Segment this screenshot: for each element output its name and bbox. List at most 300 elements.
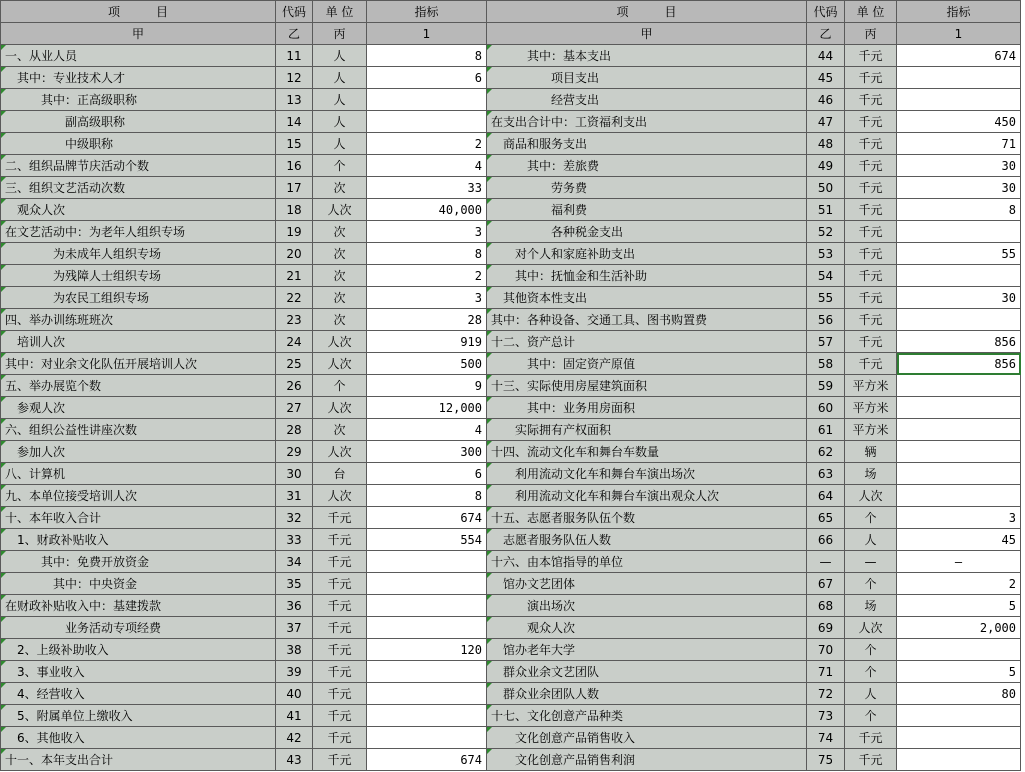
row-value-cell[interactable]: 5 xyxy=(897,595,1021,617)
row-code: 50 xyxy=(807,177,845,199)
row-unit: 人 xyxy=(845,683,897,705)
row-code: 19 xyxy=(276,221,313,243)
header-row xyxy=(1,1,1021,23)
row-item-label: 在文艺活动中：为老年人组织专场 xyxy=(1,221,276,243)
row-unit: 次 xyxy=(313,287,367,309)
row-value-cell[interactable] xyxy=(897,441,1021,463)
row-value-cell[interactable]: 554 xyxy=(367,529,487,551)
row-value-cell[interactable]: 8 xyxy=(897,199,1021,221)
row-item-label: 五、举办展览个数 xyxy=(1,375,276,397)
row-code: 40 xyxy=(276,683,313,705)
row-item-label: 十四、流动文化车和舞台车数量 xyxy=(487,441,807,463)
table-row xyxy=(1,705,1021,727)
row-item-label: 参观人次 xyxy=(1,397,276,419)
row-code: 35 xyxy=(276,573,313,595)
row-unit: 千元 xyxy=(313,683,367,705)
row-value-cell[interactable]: 80 xyxy=(897,683,1021,705)
row-code: 53 xyxy=(807,243,845,265)
row-item-label: 一、从业人员 xyxy=(1,45,276,67)
row-code: 58 xyxy=(807,353,845,375)
row-item-label: 其中：免费开放资金 xyxy=(1,551,276,573)
table-row xyxy=(1,375,1021,397)
row-item-label: 利用流动文化车和舞台车演出观众人次 xyxy=(487,485,807,507)
header-code: 代码 xyxy=(807,1,845,23)
table-row xyxy=(1,683,1021,705)
row-unit: 人次 xyxy=(313,441,367,463)
row-code: 36 xyxy=(276,595,313,617)
row-value-cell[interactable]: 6 xyxy=(367,67,487,89)
row-code: 69 xyxy=(807,617,845,639)
row-item-label: 为残障人士组织专场 xyxy=(1,265,276,287)
row-unit: 辆 xyxy=(845,441,897,463)
row-item-label: 观众人次 xyxy=(487,617,807,639)
table-row xyxy=(1,397,1021,419)
row-value-cell[interactable] xyxy=(367,111,487,133)
row-code: 28 xyxy=(276,419,313,441)
table-row xyxy=(1,573,1021,595)
row-unit: 平方米 xyxy=(845,375,897,397)
row-code: 57 xyxy=(807,331,845,353)
row-value-cell[interactable]: 2 xyxy=(367,265,487,287)
row-unit: 次 xyxy=(313,309,367,331)
row-code: 75 xyxy=(807,749,845,771)
row-value-cell[interactable]: 5 xyxy=(897,661,1021,683)
row-item-label: 1、财政补贴收入 xyxy=(1,529,276,551)
row-code: 21 xyxy=(276,265,313,287)
header-unit-marker: 丙 xyxy=(845,23,897,45)
row-value-cell[interactable]: 33 xyxy=(367,177,487,199)
table-row xyxy=(1,617,1021,639)
row-item-label: 项目支出 xyxy=(487,67,807,89)
row-item-label: 3、事业收入 xyxy=(1,661,276,683)
row-code: 66 xyxy=(807,529,845,551)
row-unit: 千元 xyxy=(313,749,367,771)
row-value-cell[interactable] xyxy=(897,309,1021,331)
row-unit: 千元 xyxy=(845,45,897,67)
header-value: 指标 xyxy=(897,1,1021,23)
table-row xyxy=(1,199,1021,221)
table-row xyxy=(1,529,1021,551)
row-code: 31 xyxy=(276,485,313,507)
row-code: 34 xyxy=(276,551,313,573)
row-value-cell[interactable] xyxy=(897,727,1021,749)
row-item-label: 十三、实际使用房屋建筑面积 xyxy=(487,375,807,397)
row-value-cell[interactable]: 919 xyxy=(367,331,487,353)
row-unit: 千元 xyxy=(845,199,897,221)
row-code: 45 xyxy=(807,67,845,89)
table-row xyxy=(1,243,1021,265)
row-item-label: 参加人次 xyxy=(1,441,276,463)
row-value-cell[interactable]: 674 xyxy=(367,749,487,771)
row-item-label: 十一、本年支出合计 xyxy=(1,749,276,771)
row-value-cell[interactable]: 3 xyxy=(897,507,1021,529)
row-value-cell[interactable]: 2 xyxy=(367,133,487,155)
row-value-cell[interactable] xyxy=(367,551,487,573)
row-item-label: 二、组织品牌节庆活动个数 xyxy=(1,155,276,177)
row-code: 22 xyxy=(276,287,313,309)
row-value-cell[interactable] xyxy=(897,67,1021,89)
row-unit: 人次 xyxy=(313,353,367,375)
row-item-label: 其中：业务用房面积 xyxy=(487,397,807,419)
row-code: 74 xyxy=(807,727,845,749)
row-code: 14 xyxy=(276,111,313,133)
row-code: 42 xyxy=(276,727,313,749)
row-item-label: 观众人次 xyxy=(1,199,276,221)
header-item-marker: 甲 xyxy=(487,23,807,45)
row-code: 30 xyxy=(276,463,313,485)
row-item-label: 对个人和家庭补助支出 xyxy=(487,243,807,265)
row-code: 70 xyxy=(807,639,845,661)
row-item-label: 其中：差旅费 xyxy=(487,155,807,177)
header-unit: 单 位 xyxy=(845,1,897,23)
table-row xyxy=(1,485,1021,507)
row-item-label: 六、组织公益性讲座次数 xyxy=(1,419,276,441)
row-unit: 人次 xyxy=(313,199,367,221)
row-code: 24 xyxy=(276,331,313,353)
table-row xyxy=(1,287,1021,309)
row-value-cell[interactable]: 9 xyxy=(367,375,487,397)
table-row xyxy=(1,463,1021,485)
row-item-label: 2、上级补助收入 xyxy=(1,639,276,661)
row-unit: 人 xyxy=(313,45,367,67)
header-unit-marker: 丙 xyxy=(313,23,367,45)
row-value-cell[interactable]: 30 xyxy=(897,155,1021,177)
row-code: 47 xyxy=(807,111,845,133)
table-row xyxy=(1,177,1021,199)
row-value-cell[interactable]: 120 xyxy=(367,639,487,661)
row-unit: 千元 xyxy=(313,727,367,749)
row-value-cell[interactable] xyxy=(367,661,487,683)
row-unit: 个 xyxy=(313,155,367,177)
row-code: 72 xyxy=(807,683,845,705)
table-row xyxy=(1,111,1021,133)
row-unit: 个 xyxy=(845,705,897,727)
row-value-cell[interactable] xyxy=(367,727,487,749)
row-value-cell[interactable]: 674 xyxy=(367,507,487,529)
row-unit: 次 xyxy=(313,419,367,441)
row-code: 12 xyxy=(276,67,313,89)
row-value-cell[interactable] xyxy=(897,265,1021,287)
row-unit: 千元 xyxy=(845,221,897,243)
row-unit: 个 xyxy=(845,639,897,661)
row-code: 68 xyxy=(807,595,845,617)
row-value-cell[interactable]: 4 xyxy=(367,155,487,177)
row-unit: 千元 xyxy=(845,133,897,155)
table-row xyxy=(1,727,1021,749)
row-item-label: 十五、志愿者服务队伍个数 xyxy=(487,507,807,529)
row-value-cell[interactable] xyxy=(897,463,1021,485)
row-unit: — xyxy=(845,551,897,573)
row-unit: 千元 xyxy=(845,265,897,287)
table-row xyxy=(1,595,1021,617)
row-code: 33 xyxy=(276,529,313,551)
row-value-cell[interactable]: 500 xyxy=(367,353,487,375)
row-value-cell[interactable]: 3 xyxy=(367,287,487,309)
row-unit: 千元 xyxy=(313,705,367,727)
table-row xyxy=(1,89,1021,111)
row-code: 48 xyxy=(807,133,845,155)
row-code: 39 xyxy=(276,661,313,683)
table-row xyxy=(1,67,1021,89)
row-code: 32 xyxy=(276,507,313,529)
row-unit: 千元 xyxy=(845,177,897,199)
row-unit: 次 xyxy=(313,265,367,287)
row-unit: 千元 xyxy=(845,243,897,265)
row-value-cell[interactable]: 450 xyxy=(897,111,1021,133)
row-value-cell[interactable] xyxy=(367,705,487,727)
row-item-label: 其中：中央资金 xyxy=(1,573,276,595)
header-item-marker: 甲 xyxy=(1,23,276,45)
row-item-label: 九、本单位接受培训人次 xyxy=(1,485,276,507)
row-unit: 人次 xyxy=(313,331,367,353)
row-code: 15 xyxy=(276,133,313,155)
row-unit: 千元 xyxy=(313,639,367,661)
row-item-label: 文化创意产品销售利润 xyxy=(487,749,807,771)
row-value-cell[interactable]: 2,000 xyxy=(897,617,1021,639)
table-row xyxy=(1,639,1021,661)
row-item-label: 为农民工组织专场 xyxy=(1,287,276,309)
row-code: 20 xyxy=(276,243,313,265)
row-value-cell[interactable]: 4 xyxy=(367,419,487,441)
row-value-cell[interactable]: 71 xyxy=(897,133,1021,155)
row-unit: 场 xyxy=(845,463,897,485)
row-unit: 千元 xyxy=(313,595,367,617)
row-unit: 平方米 xyxy=(845,419,897,441)
row-unit: 千元 xyxy=(313,551,367,573)
row-item-label: 其中：固定资产原值 xyxy=(487,353,807,375)
row-unit: 平方米 xyxy=(845,397,897,419)
table-row xyxy=(1,309,1021,331)
row-item-label: 福利费 xyxy=(487,199,807,221)
row-unit: 千元 xyxy=(313,507,367,529)
row-value-cell[interactable]: 8 xyxy=(367,45,487,67)
row-code: 38 xyxy=(276,639,313,661)
row-code: 56 xyxy=(807,309,845,331)
row-value-cell[interactable] xyxy=(897,89,1021,111)
row-item-label: 业务活动专项经费 xyxy=(1,617,276,639)
row-code: 71 xyxy=(807,661,845,683)
row-value-cell[interactable]: 8 xyxy=(367,485,487,507)
row-value-cell[interactable] xyxy=(897,705,1021,727)
row-item-label: 6、其他收入 xyxy=(1,727,276,749)
row-value-cell[interactable]: 45 xyxy=(897,529,1021,551)
table-row xyxy=(1,45,1021,67)
row-code: 37 xyxy=(276,617,313,639)
row-value-cell[interactable] xyxy=(367,617,487,639)
row-code: 60 xyxy=(807,397,845,419)
row-code: 26 xyxy=(276,375,313,397)
row-item-label: 其中：对业余文化队伍开展培训人次 xyxy=(1,353,276,375)
row-unit: 千元 xyxy=(845,309,897,331)
row-value-cell[interactable] xyxy=(897,485,1021,507)
row-unit: 千元 xyxy=(845,287,897,309)
row-code: 55 xyxy=(807,287,845,309)
header-value: 指标 xyxy=(367,1,487,23)
table-row xyxy=(1,749,1021,771)
row-value-cell[interactable]: 40,000 xyxy=(367,199,487,221)
row-item-label: 培训人次 xyxy=(1,331,276,353)
row-unit: 人次 xyxy=(845,617,897,639)
row-unit: 千元 xyxy=(845,749,897,771)
row-code: 52 xyxy=(807,221,845,243)
row-unit: 个 xyxy=(845,661,897,683)
row-code: 67 xyxy=(807,573,845,595)
table-row xyxy=(1,221,1021,243)
row-value-cell[interactable]: 3 xyxy=(367,221,487,243)
header-code-marker: 乙 xyxy=(276,23,313,45)
header-code: 代码 xyxy=(276,1,313,23)
row-unit: 千元 xyxy=(845,67,897,89)
row-unit: 人 xyxy=(845,529,897,551)
table-row xyxy=(1,133,1021,155)
row-item-label: 志愿者服务队伍人数 xyxy=(487,529,807,551)
row-code: 51 xyxy=(807,199,845,221)
row-unit: 人 xyxy=(313,111,367,133)
row-code: 29 xyxy=(276,441,313,463)
row-item-label: 商品和服务支出 xyxy=(487,133,807,155)
header-value-marker: 1 xyxy=(897,23,1021,45)
row-unit: 个 xyxy=(845,573,897,595)
row-value-cell[interactable]: 856 xyxy=(897,353,1021,375)
row-code: 44 xyxy=(807,45,845,67)
row-unit: 千元 xyxy=(845,111,897,133)
row-code: 16 xyxy=(276,155,313,177)
row-unit: 千元 xyxy=(313,661,367,683)
row-value-cell[interactable] xyxy=(897,419,1021,441)
row-value-cell[interactable]: 674 xyxy=(897,45,1021,67)
row-unit: 个 xyxy=(313,375,367,397)
row-item-label: 群众业余文艺团队 xyxy=(487,661,807,683)
row-item-label: 5、附属单位上缴收入 xyxy=(1,705,276,727)
table-row xyxy=(1,441,1021,463)
row-item-label: 在支出合计中：工资福利支出 xyxy=(487,111,807,133)
row-item-label: 其中：专业技术人才 xyxy=(1,67,276,89)
row-value-cell[interactable] xyxy=(897,639,1021,661)
row-code: 41 xyxy=(276,705,313,727)
row-value-cell[interactable]: 2 xyxy=(897,573,1021,595)
row-unit: 千元 xyxy=(313,617,367,639)
row-item-label: 经营支出 xyxy=(487,89,807,111)
row-item-label: 利用流动文化车和舞台车演出场次 xyxy=(487,463,807,485)
row-item-label: 各种税金支出 xyxy=(487,221,807,243)
row-value-cell[interactable] xyxy=(367,573,487,595)
row-code: 59 xyxy=(807,375,845,397)
row-code: 27 xyxy=(276,397,313,419)
row-unit: 人次 xyxy=(845,485,897,507)
row-code: 25 xyxy=(276,353,313,375)
header-unit: 单 位 xyxy=(313,1,367,23)
row-item-label: 馆办老年大学 xyxy=(487,639,807,661)
table-row xyxy=(1,331,1021,353)
row-unit: 千元 xyxy=(845,727,897,749)
row-item-label: 其中：各种设备、交通工具、图书购置费 xyxy=(487,309,807,331)
row-value-cell[interactable] xyxy=(367,595,487,617)
row-item-label: 其中：抚恤金和生活补助 xyxy=(487,265,807,287)
row-value-cell[interactable]: 300 xyxy=(367,441,487,463)
row-item-label: 演出场次 xyxy=(487,595,807,617)
row-unit: 千元 xyxy=(845,155,897,177)
row-value-cell[interactable] xyxy=(897,375,1021,397)
row-value-cell[interactable]: 28 xyxy=(367,309,487,331)
table-row xyxy=(1,419,1021,441)
row-item-label: 其中：正高级职称 xyxy=(1,89,276,111)
row-value-cell[interactable] xyxy=(367,89,487,111)
row-unit: 台 xyxy=(313,463,367,485)
row-unit: 个 xyxy=(845,507,897,529)
row-item-label: 馆办文艺团体 xyxy=(487,573,807,595)
row-value-cell[interactable] xyxy=(897,221,1021,243)
row-item-label: 群众业余团队人数 xyxy=(487,683,807,705)
row-item-label: 中级职称 xyxy=(1,133,276,155)
row-unit: 次 xyxy=(313,177,367,199)
table-row xyxy=(1,661,1021,683)
table-row xyxy=(1,507,1021,529)
row-item-label: 其中：基本支出 xyxy=(487,45,807,67)
row-value-cell[interactable]: 55 xyxy=(897,243,1021,265)
row-value-cell[interactable] xyxy=(897,397,1021,419)
row-unit: 人次 xyxy=(313,485,367,507)
row-item-label: 四、举办训练班班次 xyxy=(1,309,276,331)
row-code: 11 xyxy=(276,45,313,67)
row-value-cell[interactable]: 6 xyxy=(367,463,487,485)
row-item-label: 十二、资产总计 xyxy=(487,331,807,353)
table-row xyxy=(1,265,1021,287)
row-unit: 千元 xyxy=(313,573,367,595)
row-value-cell[interactable] xyxy=(897,749,1021,771)
header-value-marker: 1 xyxy=(367,23,487,45)
header-code-marker: 乙 xyxy=(807,23,845,45)
row-unit: 千元 xyxy=(845,331,897,353)
row-code: 61 xyxy=(807,419,845,441)
row-value-cell[interactable]: 856 xyxy=(897,331,1021,353)
row-unit: 人次 xyxy=(313,397,367,419)
row-item-label: 三、组织文艺活动次数 xyxy=(1,177,276,199)
row-code: 13 xyxy=(276,89,313,111)
table-row xyxy=(1,155,1021,177)
row-code: 62 xyxy=(807,441,845,463)
row-code: 73 xyxy=(807,705,845,727)
row-code: 54 xyxy=(807,265,845,287)
row-unit: 千元 xyxy=(845,353,897,375)
row-code: 65 xyxy=(807,507,845,529)
table-row xyxy=(1,353,1021,375)
row-value-cell[interactable]: 30 xyxy=(897,177,1021,199)
header-item: 项 目 xyxy=(1,1,276,23)
row-item-label: 副高级职称 xyxy=(1,111,276,133)
row-code: — xyxy=(807,551,845,573)
row-code: 23 xyxy=(276,309,313,331)
row-item-label: 文化创意产品销售收入 xyxy=(487,727,807,749)
row-value-cell[interactable] xyxy=(367,683,487,705)
row-item-label: 八、计算机 xyxy=(1,463,276,485)
row-item-label: 其他资本性支出 xyxy=(487,287,807,309)
row-value-cell[interactable]: 30 xyxy=(897,287,1021,309)
row-item-label: 实际拥有产权面积 xyxy=(487,419,807,441)
row-item-label: 4、经营收入 xyxy=(1,683,276,705)
header-item: 项 目 xyxy=(487,1,807,23)
row-unit: 场 xyxy=(845,595,897,617)
row-unit: 人 xyxy=(313,89,367,111)
row-code: 46 xyxy=(807,89,845,111)
row-value-cell[interactable]: — xyxy=(897,551,1021,573)
row-unit: 次 xyxy=(313,221,367,243)
row-value-cell[interactable]: 8 xyxy=(367,243,487,265)
row-value-cell[interactable]: 12,000 xyxy=(367,397,487,419)
row-code: 17 xyxy=(276,177,313,199)
table-row xyxy=(1,551,1021,573)
row-code: 43 xyxy=(276,749,313,771)
row-item-label: 十七、文化创意产品种类 xyxy=(487,705,807,727)
